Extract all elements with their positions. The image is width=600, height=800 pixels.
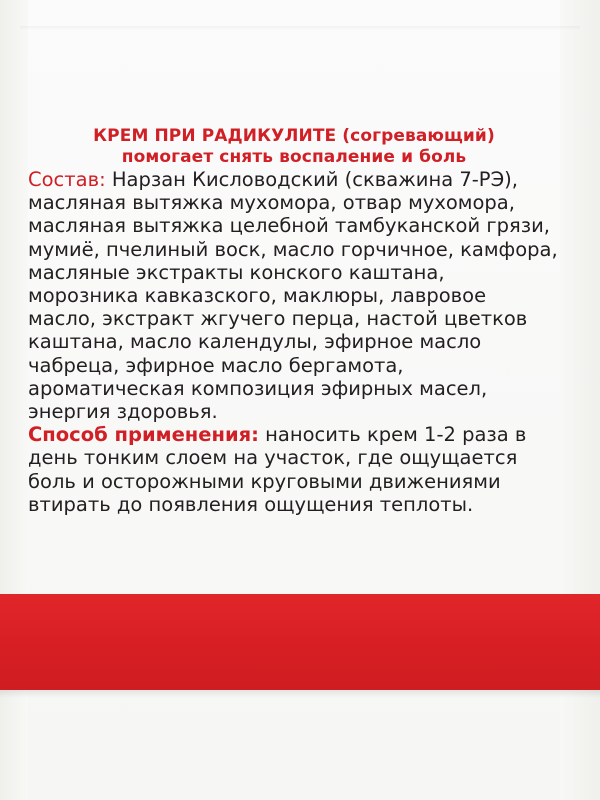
product-title-line1: КРЕМ ПРИ РАДИКУЛИТЕ (согревающий) — [93, 126, 495, 146]
product-title-line2: помогает снять воспаление и боль — [121, 147, 467, 167]
top-crease — [20, 26, 580, 30]
product-title — [28, 126, 560, 168]
composition-label: Состав: — [28, 168, 106, 191]
usage-label: Способ применения: — [28, 423, 259, 447]
usage-paragraph — [28, 423, 560, 516]
usage-text: наносить крем 1-2 раза в день тонким слоем на участок, где ощущается боль и осторожными круговыми движениями втирать до появления ощущения теплоты. — [28, 423, 527, 516]
product-label — [28, 126, 560, 516]
red-stripe — [0, 594, 600, 690]
red-stripe-shadow — [0, 690, 600, 698]
composition-paragraph — [28, 168, 560, 423]
composition-text: Нарзан Кисловодский (скважина 7-РЭ), масляная вытяжка мухомора, отвар мухомора, масляная вытяжка целебной тамбуканской грязи, мумиё, пчелиный воск, масло горчичное, камфора, масляные экстракты конского каштана, морозника кавказского, маклюры, лавровое масло, экстракт жгучего перца, настой цветков каштана, масло календулы, эфирное масло чабреца, эфирное масло бергамота, ароматическая композиция эфирных масел, энергия здоровья. — [28, 168, 558, 424]
